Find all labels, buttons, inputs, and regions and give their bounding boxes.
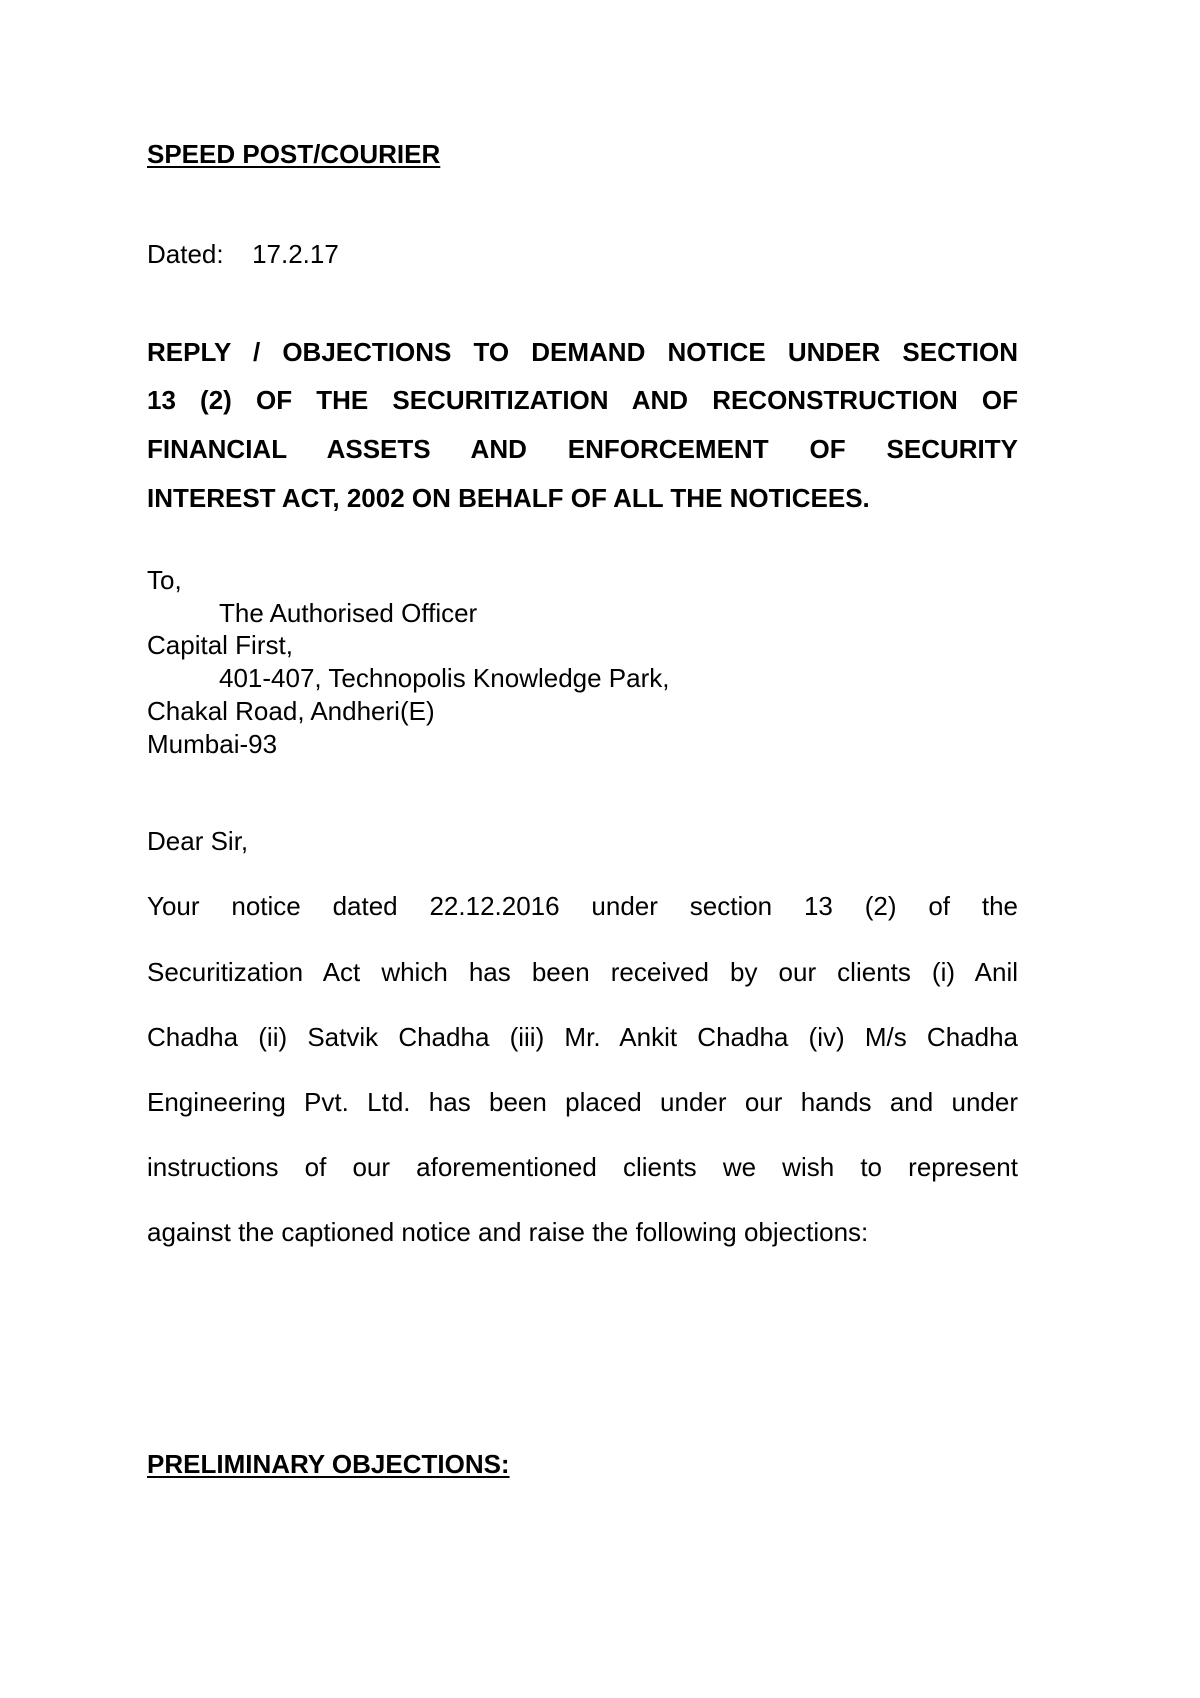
subject-line-2: 13 (2) OF THE SECURITIZATION AND RECONSTRUCTION OF: [147, 385, 1018, 415]
delivery-mode-heading: SPEED POST/COURIER: [147, 139, 441, 169]
body-line-2: Securitization Act which has been received by our clients (i) Anil: [147, 957, 1018, 987]
body-line-5: instructions of our aforementioned clients we wish to represent: [147, 1152, 1018, 1182]
dated-value: 17.2.17: [252, 239, 339, 269]
subject-line-4: INTEREST ACT, 2002 ON BEHALF OF ALL THE NOTICEES.: [147, 483, 870, 513]
address-to: To,: [147, 565, 182, 595]
body-line-6: against the captioned notice and raise the following objections:: [147, 1217, 869, 1247]
body-line-4: Engineering Pvt. Ltd. has been placed under our hands and under: [147, 1087, 1018, 1117]
subject-line-3: FINANCIAL ASSETS AND ENFORCEMENT OF SECURITY: [147, 434, 1018, 464]
preliminary-objections-heading: PRELIMINARY OBJECTIONS:: [147, 1449, 510, 1479]
salutation: Dear Sir,: [147, 826, 249, 856]
body-line-1: Your notice dated 22.12.2016 under section 13 (2) of the: [147, 891, 1018, 921]
address-road: Chakal Road, Andheri(E): [147, 696, 435, 726]
subject-line-1: REPLY / OBJECTIONS TO DEMAND NOTICE UNDER SECTION: [147, 337, 1018, 367]
address-city: Mumbai-93: [147, 729, 278, 759]
address-recipient: The Authorised Officer: [219, 598, 478, 628]
dated-label: Dated:: [147, 239, 224, 269]
body-line-3: Chadha (ii) Satvik Chadha (iii) Mr. Ankit Chadha (iv) M/s Chadha: [147, 1022, 1018, 1052]
dated-line: [147, 239, 339, 269]
address-street: 401-407, Technopolis Knowledge Park,: [219, 663, 670, 693]
address-company: Capital First,: [147, 630, 293, 660]
